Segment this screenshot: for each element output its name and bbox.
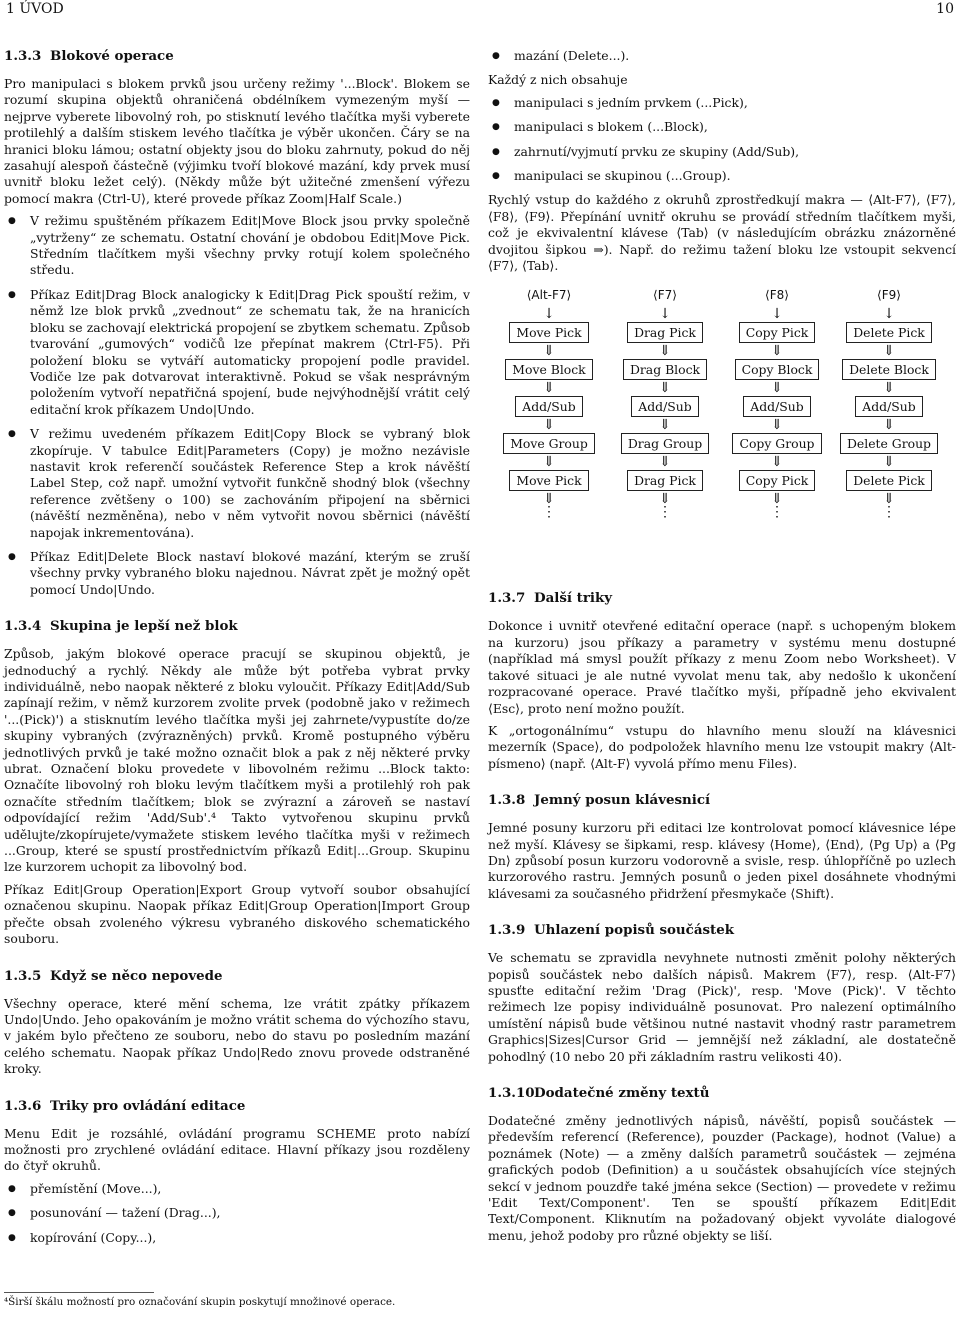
diagram-key: ⟨F9⟩ (877, 288, 901, 303)
paragraph: Pro manipulaci s blokem prvků jsou určeny režimy '...Block'. Blokem se rozumí skupina objektů ohraničená obdélníkem vymezeným myší — nejprve vyberete libovolný roh, po stisknutí levého tlačítka myši vyberete protilehlý a dalším stiskem levého tlačítka je výběr ukončen. Čáry se na hranici bloku lámou; ostatní objekty jsou do bloku zahrnuty, pokud do něj zasahují alespoň částečně (výjimku tvoří blokové mazání, kdy prvek musí uvnitř bloku ležet celý). (Někdy může být užitečné zmenšení výřezu pomocí makra ⟨Ctrl-U⟩, které provede příkaz Zoom|Half Scale.) (4, 76, 470, 206)
double-down-arrow-icon: ⇓ (659, 491, 671, 508)
paragraph: Příkaz Edit|Group Operation|Export Group vytvoří soubor obsahující označenou skupinu. Naopak příkaz Edit|Group Operation|Import Group přečte obsah zvoleného výkresu vybraného diskového schematického souboru. (4, 881, 470, 947)
bullet-list (4, 1181, 470, 1246)
double-down-arrow-icon: ⇓ (659, 417, 671, 434)
paragraph: Ve schematu se zpravidla nevyhnete nutnosti změnit polohy některých popisů součástek nebo dalších nápisů. Makrem ⟨F7⟩, resp. ⟨Alt-F7⟩ spusťte editační režim 'Drag (Pick)', resp. 'Move (Pick)'. V těchto režimech lze popisy individuálně posunovat. Pro nalezení optimálního umístění nápisů bude většinou nutné nastavit vhodný rastr parametrem Graphics|Sizes|Cursor Grid — jemnější než základní, ale dostatečně pohodlný (10 nebo 20 při základním rastru velikosti 40). (488, 950, 956, 1064)
section-1-3-9 (488, 922, 956, 1065)
down-arrow-icon: ↓ (883, 306, 895, 323)
left-column (4, 48, 470, 1254)
diagram-box: Move Pick (509, 322, 588, 343)
double-down-arrow-icon: ⇓ (883, 380, 895, 397)
bullet-list (4, 213, 470, 598)
diagram-box: Copy Pick (739, 470, 816, 491)
diagram-key: ⟨F8⟩ (765, 288, 789, 303)
double-down-arrow-icon: ⇓ (771, 343, 783, 360)
list-item: ● zahrnutí/vyjmutí prvku ze skupiny (Add/Sub), (488, 144, 956, 160)
list-item: ● Příkaz Edit|Delete Block nastaví blokové mazání, kterým se zruší všechny prvky vybraného bloku najednou. Návrat zpět je možný opět pomocí Undo|Undo. (4, 549, 470, 598)
double-down-arrow-icon: ⇓ (659, 343, 671, 360)
paragraph: Všechny operace, které mění schema, lze vrátit zpátky příkazem Undo|Undo. Jeho opakováním je možno vrátit schema do výchozího stavu, v jakém bylo přečteno ze souboru, nebo do stavu po posledním mazání celého schematu. Naopak příkaz Undo|Redo znovu provede odstraněné kroky. (4, 995, 470, 1077)
section-1-3-8 (488, 792, 956, 902)
double-down-arrow-icon: ⇓ (543, 454, 555, 471)
paragraph: Dodatečné změny jednotlivých nápisů, návěští, popisů součástek — především referencí (Reference), pouzder (Package), hodnot (Value) a poznámek (Note) — a změny dalších parametrů součástek — zejména grafických podob (Definition) a u součástek obsahujících více stejných sekcí v jednom pouzdře také jména sekce (Section) — provedete v režimu 'Edit Text/Component'. Ten se spouští příkazem Edit|Edit Text/Component. Kliknutím na požadovaný objekt vyvoláte dialogové menu, jehož podoby pro různé objekty se liší. (488, 1113, 956, 1243)
section-heading: 1.3.8 Jemný posun klávesnicí (488, 792, 711, 809)
list-item: ● manipulaci s jedním prvkem (...Pick), (488, 95, 956, 111)
section-1-3-10 (488, 1085, 956, 1244)
list-item: ● kopírování (Copy...), (4, 1230, 470, 1246)
double-down-arrow-icon: ⇓ (771, 491, 783, 508)
double-down-arrow-icon: ⇓ (771, 417, 783, 434)
diagram-column-alt-f7 (494, 284, 604, 521)
paragraph: Každý z nich obsahuje (488, 72, 628, 88)
section-1-3-6 (4, 1098, 470, 1246)
diagram-column-f9 (834, 284, 944, 521)
bullet-list (488, 95, 956, 185)
vertical-dots-icon: ⋮ (658, 504, 672, 521)
vertical-dots-icon: ⋮ (882, 504, 896, 521)
footnote: ⁴Širší škálu možností pro označování skupin poskytují množinové operace. (4, 1296, 470, 1308)
diagram-box: Drag Pick (627, 470, 703, 491)
paragraph: Dokonce i uvnitř otevřené editační operace (např. s uchopeným blokem na kurzoru) jsou příkazy a parametry v systému menu dostupné (například má smysl použít příkazy z menu Zoom nebo Worksheet). V takové situaci je ale nutné vyvolat menu tak, aby nedošlo k ukončení rozpracované operace. Pravé tlačítko myši, případně jeho ekvivalent ⟨Esc⟩, proto není možno použít. (488, 618, 956, 716)
diagram-box: Move Group (503, 433, 595, 454)
page-number: 10 (936, 1, 954, 17)
paragraph: Způsob, jakým blokové operace pracují se skupinou objektů, je jednoduchý a rychlý. Někdy ale může být potřeba vybrat prvky individuálně, nebo naopak některé z bloku vyloučit. Příkazy Edit|Add/Sub zapínají režim, v němž kurzorem zvolite prvek (podobně jako v režimech '...(Pick)') a stisknutím levého tlačítka myši jej zahrnete/vypustíte do/ze skupiny vybraných (zvýrazněných) prvků. Kromě postupného výběru jednotlivých prvků je také možno označit blok a pak z něj některé prvky ubrat. Označení bloku provedete v libovolném režimu ...Block takto: Označíte libovolný roh bloku levým tlačítkem myši a protilehlý roh pak označíte středním tlačítkem; blok se zvýrazní a zároveň se nastaví odpovídající režim 'Add/Sub'.⁴ Takto vytvořenou skupinu prvků udělujte/zkopírujete/vymažete stiskem levého tlačítka myši v režimech ...Group, které se spustí prostřednictvím příkazů Edit|...Group. Skupinu lze kurzorem uchopit za libovolný bod. (4, 646, 470, 875)
page-header (0, 0, 960, 20)
list-item: ● přemístění (Move...), (4, 1181, 470, 1197)
diagram-box: Copy Group (732, 433, 821, 454)
mode-cycle-diagram (488, 284, 956, 574)
section-heading: 1.3.7 Další triky (488, 590, 613, 607)
list-item: ● manipulaci s blokem (...Block), (488, 119, 956, 135)
diagram-box: Drag Block (623, 359, 707, 380)
bullet-list (488, 48, 956, 64)
list-item: ● mazání (Delete...). (488, 48, 956, 64)
list-item: ● V režimu spuštěném příkazem Edit|Move Block jsou prvky společně „vytrženy“ ze schematu. Ostatní chování je obdobou Edit|Move Pick. Středním tlačítkem myši všechny prvky rotují kolem společného středu. (4, 213, 470, 279)
section-1-3-5 (4, 968, 470, 1078)
diagram-box: Move Block (505, 359, 592, 380)
double-down-arrow-icon: ⇓ (543, 380, 555, 397)
paragraph: Rychlý vstup do každého z okruhů zprostředkují makra — ⟨Alt-F7⟩, ⟨F7⟩, ⟨F8⟩, ⟨F9⟩. Přepínání uvnitř okruhu se provádí středním tlačítkem myši, což je ekvivalentní klávese ⟨Tab⟩ (v následujícím obrázku znázorněné dvojitou šipkou ⇒). Např. do režimu tažení bloku lze vstoupit sekvencí ⟨F7⟩, ⟨Tab⟩. (488, 192, 956, 274)
section-heading: 1.3.9 Uhlazení popisů součástek (488, 922, 735, 939)
section-heading: 1.3.6 Triky pro ovládání editace (4, 1097, 246, 1114)
paragraph: K „ortogonálnímu“ vstupu do hlavního menu slouží na klávesnici mezerník ⟨Space⟩, do podpoložek hlavního menu lze vstoupit makry ⟨Alt-písmeno⟩ (např. ⟨Alt-F⟩ vyvolá přímo menu Files). (488, 722, 956, 771)
double-down-arrow-icon: ⇓ (883, 491, 895, 508)
diagram-box: Drag Group (621, 433, 709, 454)
down-arrow-icon: ↓ (659, 306, 671, 323)
running-head: 1 ÚVOD (6, 1, 64, 17)
diagram-box: Add/Sub (855, 396, 922, 417)
double-down-arrow-icon: ⇓ (659, 380, 671, 397)
double-down-arrow-icon: ⇓ (543, 417, 555, 434)
paragraph: Menu Edit je rozsáhlé, ovládání programu SCHEME proto nabízí možnosti pro zrychlené ovládání editace. Hlavní příkazy jsou rozděleny do čtyř okruhů. (4, 1125, 470, 1174)
diagram-box: Delete Pick (846, 322, 932, 343)
right-column (488, 48, 956, 1250)
double-down-arrow-icon: ⇓ (543, 343, 555, 360)
section-1-3-7 (488, 590, 956, 772)
double-down-arrow-icon: ⇓ (883, 454, 895, 471)
section-heading: 1.3.3 Blokové operace (4, 48, 174, 64)
paragraph: Jemné posuny kurzoru při editaci lze kontrolovat pomocí klávesnice lépe než myší. Klávesy se šipkami, resp. klávesy ⟨Home⟩, ⟨End⟩, ⟨Pg Up⟩ a ⟨Pg Dn⟩ způsobí posun kurzoru vodorovně a svisle, resp. úhlopříčně po uzlech kurzorového rastru. Jemných posunů o jeden pixel dosáhnete vhodnými klávesami za současného přidržení přesmykače ⟨Shift⟩. (488, 820, 956, 901)
diagram-box: Copy Block (735, 359, 820, 380)
diagram-box: Delete Pick (846, 470, 932, 491)
list-item: ● manipulaci se skupinou (...Group). (488, 168, 956, 184)
down-arrow-icon: ↓ (543, 306, 555, 323)
diagram-key: ⟨F7⟩ (653, 288, 677, 303)
diagram-box: Copy Pick (739, 322, 816, 343)
section-1-3-3 (4, 48, 470, 598)
diagram-box: Add/Sub (631, 396, 698, 417)
down-arrow-icon: ↓ (771, 306, 783, 323)
diagram-box: Add/Sub (743, 396, 810, 417)
diagram-box: Move Pick (509, 470, 588, 491)
section-heading: 1.3.5 Když se něco nepovede (4, 967, 223, 984)
list-item: ● Příkaz Edit|Drag Block analogicky k Edit|Drag Pick spouští režim, v němž lze blok prvků „zvednout“ ze schematu tak, že na hranicích bloku se zachovají elektrická propojení se zbytkem schematu. Způsob tvarování „gumových“ vodičů lze přepínat makrem ⟨Ctrl-F5⟩. Při položení bloku se vytváří automaticky propojení podle pravidel. Vodiče lze pak dotvarovat interaktivně. Pokud se však nesprávným položením vytvoří nepatřičná spojení, bude nejvýhodnější vrátit celý editační krok příkazem Undo|Undo. (4, 287, 470, 418)
double-down-arrow-icon: ⇓ (883, 417, 895, 434)
double-down-arrow-icon: ⇓ (543, 491, 555, 508)
diagram-box: Delete Group (840, 433, 938, 454)
section-heading: 1.3.4 Skupina je lepší než blok (4, 618, 238, 635)
diagram-column-f8 (722, 284, 832, 521)
double-down-arrow-icon: ⇓ (771, 380, 783, 397)
list-item: ● posunování — tažení (Drag...), (4, 1205, 470, 1221)
double-down-arrow-icon: ⇓ (883, 343, 895, 360)
section-1-3-4 (4, 618, 470, 947)
diagram-box: Drag Pick (627, 322, 703, 343)
section-heading: 1.3.10Dodatečné změny textů (488, 1085, 710, 1101)
list-item: ● V režimu uvedeném příkazem Edit|Copy Block se vybraný blok zkopíruje. V tabulce Edit|Parameters (Copy) je možno nezávisle nastavit krok referenčí součástek Reference Step a krok návěští Label Step, což např. umožní vytvořit funkčně shodný blok (všechny reference zvětšeny o 100) se zachováním připojení na sběrnici (návěští nezměněna), nebo v něm vytvořit novou sběrnici (návěští napojak inkrementována). (4, 426, 470, 541)
vertical-dots-icon: ⋮ (770, 504, 784, 521)
diagram-column-f7 (610, 284, 720, 521)
vertical-dots-icon: ⋮ (542, 504, 556, 521)
double-down-arrow-icon: ⇓ (659, 454, 671, 471)
diagram-box: Delete Block (842, 359, 936, 380)
double-down-arrow-icon: ⇓ (771, 454, 783, 471)
diagram-box: Add/Sub (515, 396, 582, 417)
diagram-key: ⟨Alt-F7⟩ (526, 288, 572, 303)
